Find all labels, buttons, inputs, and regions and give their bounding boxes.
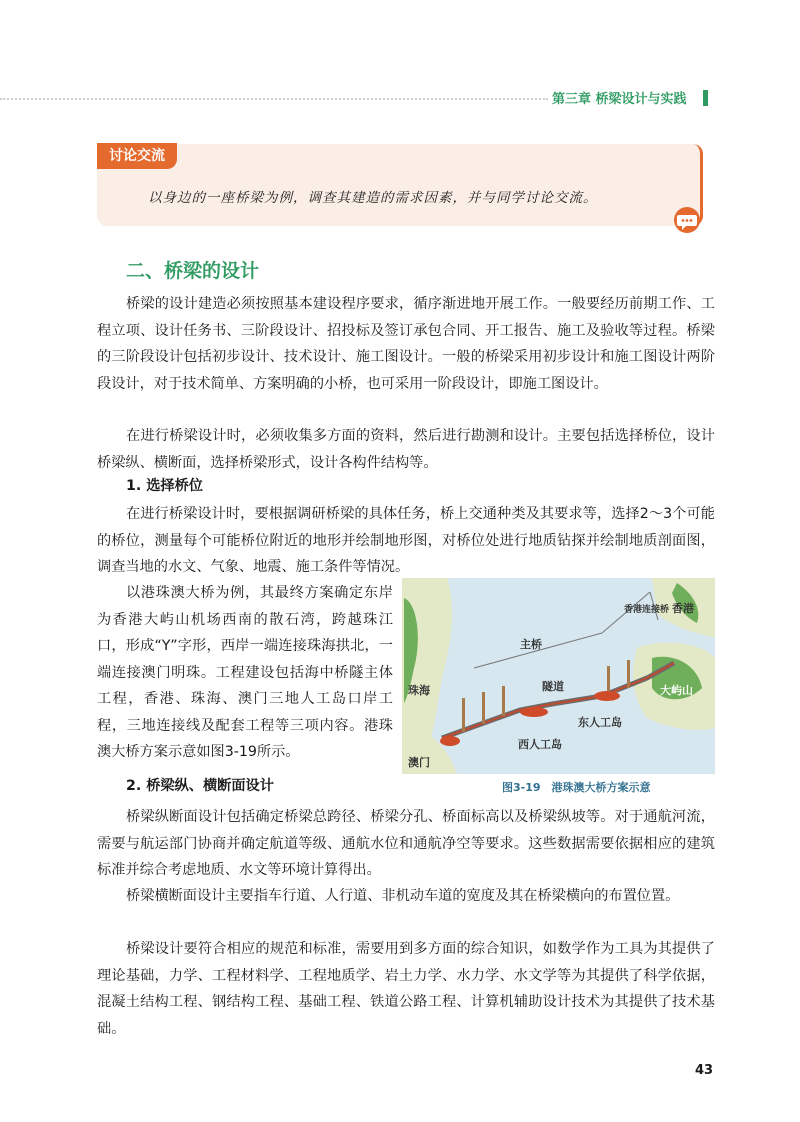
chat-bubble-icon bbox=[672, 206, 702, 236]
label-macao: 澳门 bbox=[408, 756, 430, 769]
paragraph: 桥梁的设计建造必须按照基本建设程序要求，循序渐进地开展工作。一般要经历前期工作、工程立项、设计任务书、三阶段设计、招投标及签订承包合同、开工报告、施工及验收等过程。桥梁的三阶段设计包括初步设计、技术设计、施工图设计。一般的桥梁采用初步设计和施工图设计两阶段设计，对于技术简单、方案明确的小桥，也可采用一阶段设计，即施工图设计。 bbox=[97, 296, 715, 392]
label-west-island: 西人工岛 bbox=[518, 738, 562, 751]
discussion-box bbox=[97, 144, 703, 226]
paragraph: 桥梁纵断面设计包括确定桥梁总跨径、桥梁分孔、桥面标高以及桥梁纵坡等。对于通航河流，需要与航运部门协商并确定航道等级、通航水位和通航净空等要求。这些数据需要依据相应的建筑标准并综合考虑地质、水文等环境计算得出。 bbox=[97, 809, 715, 878]
label-lantau: 大屿山 bbox=[660, 684, 693, 697]
chapter-header: 第三章 桥梁设计与实践 bbox=[552, 92, 687, 107]
section-title: 二、桥梁的设计 bbox=[126, 260, 260, 282]
subheading: 2. 桥梁纵、横断面设计 bbox=[126, 778, 274, 794]
label-zhuhai: 珠海 bbox=[408, 684, 430, 697]
chapter-marker bbox=[703, 90, 708, 106]
label-link-bridge: 香港连接桥 bbox=[624, 605, 670, 615]
label-tunnel: 隧道 bbox=[542, 680, 564, 693]
discussion-tag: 讨论交流 bbox=[97, 143, 177, 169]
label-main-bridge: 主桥 bbox=[520, 638, 542, 651]
label-hong-kong: 香港 bbox=[672, 602, 694, 615]
paragraph: 桥梁设计要符合相应的规范和标准，需要用到多方面的综合知识，如数学作为工具为其提供了理论基础，力学、工程材料学、工程地质学、岩土力学、水力学、水文学等为其提供了科学依据，混凝土结构工程、钢结构工程、基础工程、铁道公路工程、计算机辅助设计技术为其提供了技术基础。 bbox=[97, 941, 715, 1037]
page-number: 43 bbox=[695, 1063, 714, 1078]
paragraph: 在进行桥梁设计时，要根据调研桥梁的具体任务，桥上交通种类及其要求等，选择2～3个可能的桥位，测量每个可能桥位附近的地形并绘制地形图，对桥位处进行地质钻探并绘制地质剖面图，调查当地的水文、气象、地震、施工条件等情况。 bbox=[97, 506, 715, 575]
label-east-island: 东人工岛 bbox=[578, 716, 622, 729]
subheading: 1. 选择桥位 bbox=[126, 478, 203, 494]
bridge-scheme-figure bbox=[402, 578, 715, 774]
paragraph: 以港珠澳大桥为例，其最终方案确定东岸为香港大屿山机场西南的散石湾，跨越珠江口，形成“Y”字形，西岸一端连接珠海拱北，一端连接澳门明珠。工程建设包括海中桥隧主体工程，香港、珠海、澳门三地人工岛口岸工程，三地连接线及配套工程等三项内容。港珠澳大桥方案示意如图3-19所示。 bbox=[97, 585, 393, 760]
discussion-text: 以身边的一座桥梁为例，调查其建造的需求因素，并与同学讨论交流。 bbox=[148, 190, 598, 206]
figure-caption: 图3-19 港珠澳大桥方案示意 bbox=[502, 781, 651, 794]
paragraph: 桥梁横断面设计主要指车行道、人行道、非机动车道的宽度及其在桥梁横向的布置位置。 bbox=[126, 888, 680, 904]
paragraph: 在进行桥梁设计时，必须收集多方面的资料，然后进行勘测和设计。主要包括选择桥位，设计桥梁纵、横断面，选择桥梁形式，设计各构件结构等。 bbox=[97, 428, 715, 471]
header-rule bbox=[0, 98, 548, 100]
